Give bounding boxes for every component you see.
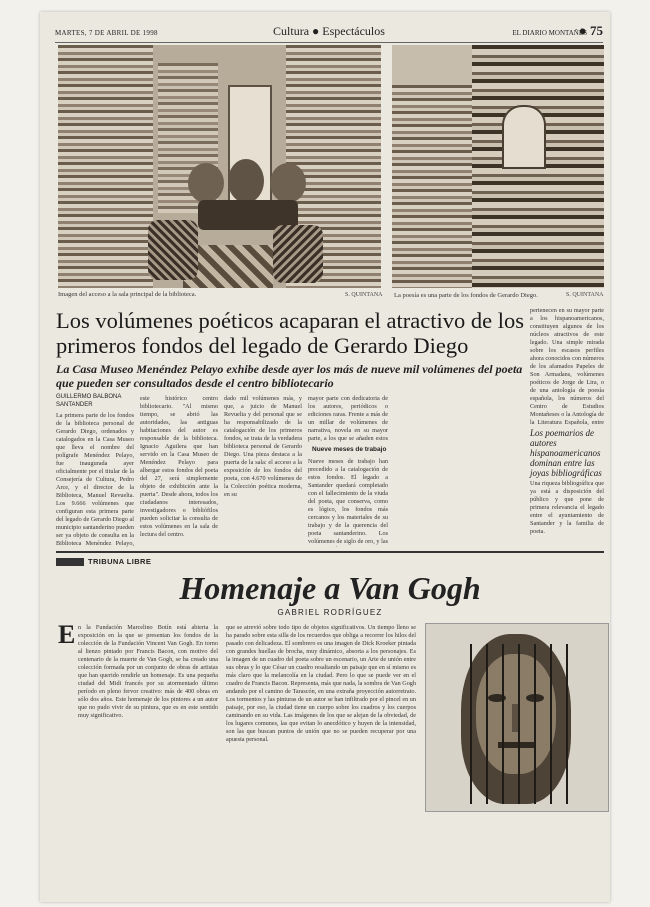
tribuna-column-1: n la Fundación Marcelino Botín está abierta la exposición en la que se presentan los fondos de la colección de la Fundación Vincent Van Gogh. En torno al lienzo pintado por Francis Bacon, con motivo del centenario de la muerte de Van Gogh, se ha creado una colección formada por un conjunto de obras de artistas que han querido rendirle un homenaje. Es una pequeña ciudad del Midi francés por su atormentado último período en pleno fervor creativo: más de 400 obras en sólo dos años. Este homenaje de los pintores a un autor que no pudo vivir de su pintura, que es en este sentido muy significativo. (78, 624, 218, 719)
left-photo-caption: Imagen del acceso a la sala principal de la biblioteca. (58, 291, 197, 298)
left-photo-credit: S. QUINTANA (345, 292, 383, 298)
header-date: MARTES, 7 DE ABRIL DE 1998 (55, 29, 158, 37)
tribuna-label: TRIBUNA LIBRE (88, 557, 152, 566)
article-column-4-intro: mayor parte con dedicatoria de los autores, periódicos o ediciones raras. Frente a más de un millar de volúmenes de narrativa, novela en su mayor parte, a los que se añaden estos (308, 395, 388, 442)
sculpture-image (425, 623, 609, 812)
tribuna-author: GABRIEL RODRÍGUEZ (277, 608, 383, 617)
newspaper-name: EL DIARIO MONTAÑÉS (512, 29, 587, 37)
bookshelves-photo (392, 45, 604, 288)
article-subtitle: Nueve meses de trabajo (312, 446, 387, 453)
page-header (55, 24, 603, 43)
article-column-5: pertenecen en su mayor parte a los hispanoamericanos, constituyen algunos de los núcleos atractivos de este legado. Una simple mirada sobre los escasos perfiles ahora conocidos con números de los afamados Papeles de Son Armadans, volúmenes poéticos de Jorge de Lira, o de una antología de poesía española, los números del Centro de Estudios Montañeses o la Antología de la Literatura Española, entre (530, 307, 604, 425)
library-room-photo (58, 45, 381, 288)
byline-author: GUILLERMO BALBONA (56, 394, 122, 400)
section-name: Cultura ● Espectáculos (273, 24, 385, 38)
article-headline: Los volúmenes poéticos acaparan el atractivo de los primeros fondos del legado de Gerardo Diego (56, 308, 524, 358)
article-subhead: La Casa Museo Menéndez Pelayo exhibe desde ayer los más de nueve mil volúmenes del poeta que pueden ser consultados desde el centro bibliotecario (56, 362, 523, 390)
article-column-2: este histórico centro bibliotecario. "Al mismo tiempo, se abrió las autoridades, las antiguas habitaciones del autor es responsable de la biblioteca. Ignacio Aguilera que han servido en la Casa Museo de Menéndez Pelayo para albergar estos fondos del poeta del 27, será simplemente objeto de exhibición ante la puerta". Desde ahora, todos los ciudadanos interesados, investigadores o bibliófilos pueden solicitar la consulta de estos volúmenes en la sala de lectura del centro. (140, 395, 218, 538)
article-byline (56, 394, 121, 409)
drop-cap: E (58, 620, 76, 649)
page-number: ● 75 (578, 23, 603, 38)
article-column-5-end: Una riqueza bibliográfica que ya está a disposición del público y que pone de primera relevancia el legado entre el ayuntamiento de Santander y la familia de poeta. (530, 480, 604, 535)
right-photo-credit: S. QUINTANA (566, 292, 604, 298)
section-divider (56, 551, 604, 553)
tribuna-column-2: que se atrevió sobre todo tipo de objetos significativos. Un tiempo lleno se ha parado sobre esta silla de los recuerdos que obliga a recorrer los hilos del pasado con delicadeza. El sombrero es una imagen de Dick Kroeker pintada con grandes huellas de brocha, muy dinámico, absorta a los personajes. Es la imagen de un cuadro del poeta sobre un escenario, un Arte de unión entre sus obras y lo que César un cuadro resaltando un paisaje que en sí mismo es más claro que la melancolía en la ciudad. Pero lo que se puede ver en el cuadro de Francis Bacon. Representa, más que nada, la sombra de Van Gogh andando por el camino de Tarascón, en una extraña proyección autorretrato. Los tormentos y las pinturas de un autor se han infiltrado por el pincel en un paisaje, por eso, la ciudad tiene un cuerpo sobre los cuadros y los cuerpos caminando en su vida. Las imágenes de los que se alejan de la obviedad, de los lugares comunes, las que evitan lo anecdótico y huyen de la intensidad, son las que buscan puntos de unión que no se pueden recuperar por una apuesta personal. (226, 624, 416, 743)
article-column-1: La primera parte de los fondos de la biblioteca personal de Gerardo Diego, ordenados y catalogados en la Casa Museo que lleva el nombre del polígrafe Menéndez Pelayo, fue inaugurada ayer oficialmente por el titular de la Consejería de Cultura, Pedro Arce, y el director de la Biblioteca, Manuel Revuelta. Los 9.666 volúmenes que configuran esta primera parte del legado de Gerardo Diego al municipio santanderino pueden ser ya objeto de consulta en la Biblioteca Menéndez Pelayo, (56, 412, 134, 547)
pull-quote: Los poemarios de autores hispanoamericanos dominan entre las joyas bibliográficas (530, 428, 602, 478)
right-photo-caption: La poesía es una parte de los fondos de Gerardo Diego. (394, 292, 538, 299)
section-marker (56, 558, 84, 566)
article-column-4-body: Nueve meses de trabajo han precedido a la catalogación de estos fondos. El legado a Santander quedará completado con el fallecimiento de la viuda del poeta, que conserva, como es lógico, los fondos más cercanos y los materiales de su trabajo y de la querencia del poeta santanderino. Los volúmenes de siglo de oro, y las (308, 458, 388, 545)
tribuna-title: Homenaje a Van Gogh (179, 570, 481, 606)
article-column-3: dado mil volúmenes más, y que, a juicio de Manuel Revuelta y del personal que se ha responsabilizado de la catalogación de los primeros fondos, se trata de la verdadera biblioteca personal de Gerardo Diego. Una pieza destaca a la puerta de la sala: el acceso a la exposición de los fondos del poeta, con 4.670 volúmenes de la Colección poética moderna, en su (224, 395, 302, 498)
byline-place: SANTANDER (56, 401, 93, 408)
